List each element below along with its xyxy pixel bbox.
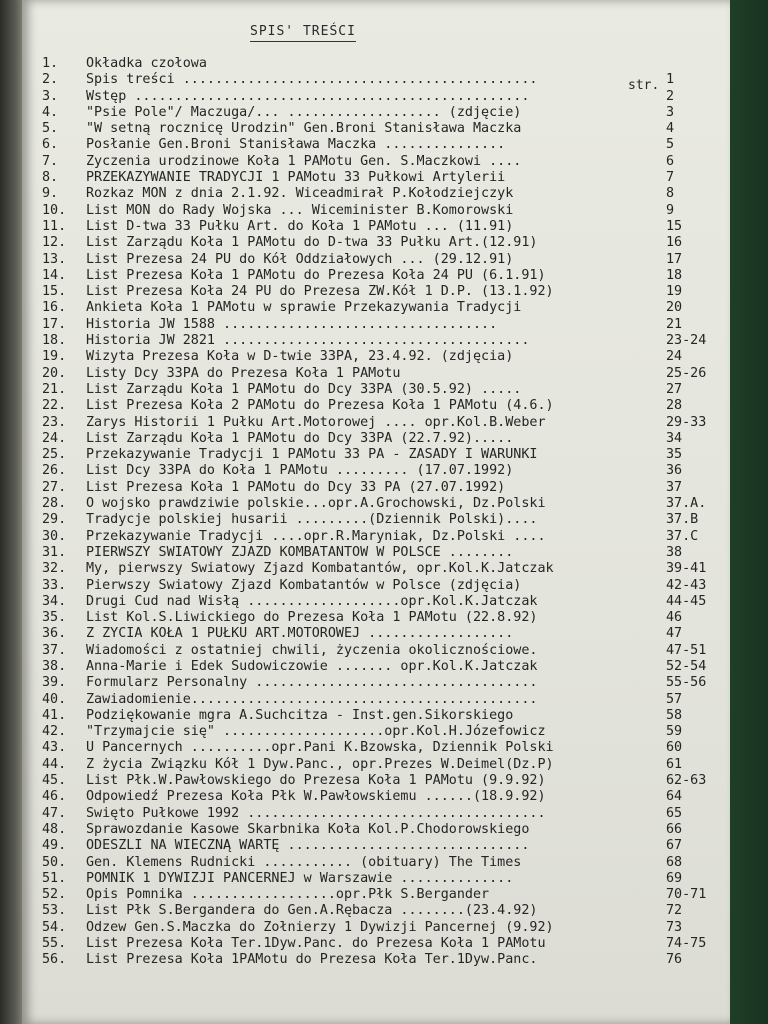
toc-entry [42, 903, 732, 919]
toc-entry-page: 65 [666, 805, 683, 821]
toc-entry-number: 15. [42, 284, 67, 300]
toc-entry-title: My, pierwszy Światowy Zjazd Kombatantów, opr.Kol.K.Jatczak [86, 561, 554, 577]
toc-entry [42, 757, 732, 773]
toc-entry-page: 42-43 [666, 577, 707, 593]
toc-entry-page: 73 [666, 919, 683, 935]
toc-entry-page: 46 [666, 610, 683, 626]
toc-entry [42, 822, 732, 838]
toc-entry-title: List Prezesa 24 PU do Kół Oddziałowych ... (29.12.91) [86, 251, 514, 267]
toc-entry-title: PRZEKAZYWANIE TRADYCJI 1 PAMotu 33 Pułkowi Artylerii [86, 170, 506, 186]
toc-entry [42, 72, 732, 88]
toc-entry-title: Zarys Historii 1 Pułku Art.Motorowej .... opr.Kol.B.Weber [86, 414, 546, 430]
toc-entry-number: 40. [42, 691, 67, 707]
toc-entry-title: Odzew Gen.S.Maczka do Żołnierzy 1 Dywizji Pancernej (9.92) [86, 919, 554, 935]
toc-entry-page: 16 [666, 235, 683, 251]
toc-entry-page: 37.B [666, 512, 699, 528]
toc-entry-page: 37.A. [666, 496, 707, 512]
toc-entry [42, 447, 732, 463]
toc-entry-title: List D-twa 33 Pułku Art. do Koła 1 PAMotu ... (11.91) [86, 218, 514, 234]
page-column-label: str. [628, 78, 660, 93]
toc-entry-number: 56. [42, 952, 67, 968]
toc-entry-title: List Prezesa Koła 24 PU do Prezesa ZW.Kół 1 D.P. (13.1.92) [86, 284, 554, 300]
toc-entry-title: List Prezesa Koła 1PAMotu do Prezesa Koła Ter.1Dyw.Panc. [86, 952, 538, 968]
toc-entry-number: 4. [42, 104, 59, 120]
toc-entry [42, 154, 732, 170]
toc-entry-title: Formularz Personalny ................................... [86, 675, 538, 691]
toc-entry-number: 34. [42, 593, 67, 609]
toc-entry-number: 9. [42, 186, 59, 202]
toc-entry [42, 366, 732, 382]
toc-entry-page: 76 [666, 952, 683, 968]
toc-entry-number: 28. [42, 496, 67, 512]
toc-entry [42, 692, 732, 708]
toc-entry-page: 60 [666, 740, 683, 756]
toc-entry-page: 9 [666, 202, 675, 218]
toc-entry-title: List Zarządu Koła 1 PAMotu do D-twa 33 Pułku Art.(12.91) [86, 235, 538, 251]
toc-entry-number: 42. [42, 724, 67, 740]
toc-entry-title: Sprawozdanie Kasowe Skarbnika Koła Kol.P.Chodorowskiego [86, 821, 530, 837]
toc-entry [42, 512, 732, 528]
toc-entry-title: Z życia Związku Kół 1 Dyw.Panc., opr.Prezes W.Deimel(Dz.P) [86, 756, 554, 772]
toc-entry-title: Święto Pułkowe 1992 ..................................... [86, 805, 546, 821]
toc-entry-title: Z ŻYCIA KOŁA 1 PUŁKU ART.MOTOROWEJ .................. [86, 626, 514, 642]
toc-entry-title: Opis Pomnika ..................opr.Płk S.Bergander [86, 887, 490, 903]
toc-entry-title: Drugi Cud nad Wisłą ...................opr.Kol.K.Jatczak [86, 593, 538, 609]
toc-entry-number: 13. [42, 251, 67, 267]
toc-entry-page: 57 [666, 691, 683, 707]
toc-entry-number: 25. [42, 447, 67, 463]
toc-entry-page: 70-71 [666, 887, 707, 903]
toc-entry-number: 27. [42, 479, 67, 495]
toc-entry-page: 18 [666, 267, 683, 283]
toc-entry-title: List Płk S.Bergandera do Gen.A.Rębacza ........(23.4.92) [86, 903, 538, 919]
toc-entry-number: 2. [42, 72, 59, 88]
toc-entry-page: 20 [666, 300, 683, 316]
toc-entry-number: 1. [42, 56, 59, 71]
toc-entry-number: 33. [42, 577, 67, 593]
toc-entry-page: 36 [666, 463, 683, 479]
toc-entry [42, 170, 732, 186]
toc-entry-number: 44. [42, 756, 67, 772]
toc-entry-number: 16. [42, 300, 67, 316]
toc-entry-title: Historia JW 1588 .................................. [86, 316, 498, 332]
toc-entry [42, 121, 732, 137]
toc-entry-page: 1 [666, 72, 675, 88]
toc-entry-title: List MON do Rady Wojska ... Wiceminister B.Komorowski [86, 202, 514, 218]
toc-entry-number: 11. [42, 218, 67, 234]
toc-entry-number: 6. [42, 137, 59, 153]
toc-entry-number: 41. [42, 707, 67, 723]
toc-entry-title: Posłanie Gen.Broni Stanisława Maczka ............... [86, 137, 506, 153]
toc-entry [42, 235, 732, 251]
toc-entry-number: 10. [42, 202, 67, 218]
toc-entry-page: 74-75 [666, 936, 707, 952]
toc-entry-title: Pierwszy Światowy Zjazd Kombatantów w Polsce (zdjęcia) [86, 577, 522, 593]
toc-entry [42, 610, 732, 626]
toc-entry [42, 186, 732, 202]
toc-entry-number: 47. [42, 805, 67, 821]
toc-entry [42, 203, 732, 219]
toc-entry-page: 61 [666, 756, 683, 772]
page-title: SPIS' TREŚCI [250, 24, 356, 42]
toc-entry-page: 59 [666, 724, 683, 740]
toc-entry [42, 789, 732, 805]
toc-entry-number: 21. [42, 381, 67, 397]
toc-entry-title: List Zarządu Koła 1 PAMotu do Dcy 33PA (30.5.92) ..... [86, 381, 522, 397]
toc-entry [42, 708, 732, 724]
toc-entry-page: 66 [666, 821, 683, 837]
toc-entry-title: Wstęp ................................................. [86, 88, 530, 104]
toc-entry [42, 463, 732, 479]
toc-entry-number: 22. [42, 398, 67, 414]
toc-entry-number: 12. [42, 235, 67, 251]
toc-entry-number: 31. [42, 544, 67, 560]
toc-entry-title: Gen. Klemens Rudnicki ........... (obituary) The Times [86, 854, 522, 870]
toc-entry-title: ODESZLI NA WIECZNĄ WARTĘ .............................. [86, 838, 530, 854]
toc-entry-title: List Dcy 33PA do Koła 1 PAMotu ......... (17.07.1992) [86, 463, 514, 479]
toc-entry-number: 54. [42, 919, 67, 935]
toc-entry-title: Listy Dcy 33PA do Prezesa Koła 1 PAMotu [86, 365, 401, 381]
toc-entry-title: List Prezesa Koła 1 PAMotu do Dcy 33 PA (27.07.1992) [86, 479, 506, 495]
toc-entry-number: 48. [42, 821, 67, 837]
toc-entry-title: Podziękowanie mgra A.Suchcitza - Inst.gen.Sikorskiego [86, 707, 514, 723]
toc-entry-number: 17. [42, 316, 67, 332]
toc-entry [42, 105, 732, 121]
toc-entry-title: Ankieta Koła 1 PAMotu w sprawie Przekazywania Tradycji [86, 300, 522, 316]
toc-entry [42, 431, 732, 447]
toc-entry-page: 19 [666, 284, 683, 300]
toc-entry-page: 15 [666, 218, 683, 234]
toc-entry-number: 52. [42, 887, 67, 903]
toc-entry-title: "Trzymajcie się" ....................opr.Kol.H.Józefowicz [86, 724, 546, 740]
toc-entry-page: 44-45 [666, 593, 707, 609]
toc-entry-page: 8 [666, 186, 675, 202]
toc-entry-title: List Prezesa Koła 2 PAMotu do Prezesa Koła 1 PAMotu (4.6.) [86, 398, 554, 414]
toc-entry [42, 252, 732, 268]
toc-entry-page: 6 [666, 153, 675, 169]
toc-entry [42, 773, 732, 789]
toc-entry-title: U Pancernych ..........opr.Pani K.Bzowska, Dziennik Polski [86, 740, 554, 756]
toc-entry-title: "Psie Pole"/ Maczuga/... ................... (zdjęcie) [86, 104, 522, 120]
toc-entry-title: Zawiadomienie........................................... [86, 691, 538, 707]
toc-entry-number: 20. [42, 365, 67, 381]
toc-entry-page: 39-41 [666, 561, 707, 577]
toc-entry [42, 333, 732, 349]
toc-entry [42, 398, 732, 414]
toc-entry-number: 19. [42, 349, 67, 365]
toc-entry-title: List Płk.W.Pawłowskiego do Prezesa Koła 1 PAMotu (9.9.92) [86, 773, 546, 789]
toc-entry-page: 25-26 [666, 365, 707, 381]
toc-entry-title: POMNIK 1 DYWIZJI PANCERNEJ w Warszawie .............. [86, 870, 514, 886]
toc-entry-number: 26. [42, 463, 67, 479]
toc-entry-number: 32. [42, 561, 67, 577]
toc-entry [42, 936, 732, 952]
toc-entry-page: 62-63 [666, 773, 707, 789]
toc-entry [42, 415, 732, 431]
toc-entry-number: 23. [42, 414, 67, 430]
toc-entry-number: 51. [42, 870, 67, 886]
toc-entry-page: 38 [666, 544, 683, 560]
toc-entry [42, 496, 732, 512]
toc-entry-number: 14. [42, 267, 67, 283]
toc-entry-number: 5. [42, 121, 59, 137]
toc-entry-title: "W setną rocznicę Urodzin" Gen.Broni Stanisława Maczka [86, 121, 522, 137]
toc-entry [42, 659, 732, 675]
toc-entry-number: 50. [42, 854, 67, 870]
toc-entry-title: List Zarządu Koła 1 PAMotu do Dcy 33PA (22.7.92)..... [86, 430, 514, 446]
toc-entry [42, 594, 732, 610]
toc-entry [42, 56, 732, 72]
toc-entry-page: 47 [666, 626, 683, 642]
toc-entry-page: 34 [666, 430, 683, 446]
toc-entry [42, 480, 732, 496]
toc-entry-number: 24. [42, 430, 67, 446]
toc-entry-page: 21 [666, 316, 683, 332]
toc-entry [42, 871, 732, 887]
toc-entry-number: 43. [42, 740, 67, 756]
toc-entry-number: 8. [42, 170, 59, 186]
toc-entry [42, 561, 732, 577]
toc-entry [42, 806, 732, 822]
toc-entry [42, 920, 732, 936]
toc-entry-title: O wojsko prawdziwie polskie...opr.A.Grochowski, Dz.Polski [86, 496, 546, 512]
toc-entry-number: 30. [42, 528, 67, 544]
toc-entry-page: 29-33 [666, 414, 707, 430]
toc-entry-page: 27 [666, 381, 683, 397]
toc-entry-number: 35. [42, 610, 67, 626]
toc-entry-page: 68 [666, 854, 683, 870]
toc-entry-page: 24 [666, 349, 683, 365]
toc-entry [42, 578, 732, 594]
toc-entry-title: List Prezesa Koła 1 PAMotu do Prezesa Koła 24 PU (6.1.91) [86, 267, 546, 283]
toc-entry-page: 3 [666, 104, 675, 120]
toc-entry [42, 643, 732, 659]
toc-entry [42, 724, 732, 740]
toc-entry-title: Okładka czołowa [86, 56, 207, 71]
toc-entry-number: 38. [42, 658, 67, 674]
toc-entry-title: Historia JW 2821 ...................................... [86, 333, 530, 349]
toc-entry-page: 4 [666, 121, 675, 137]
toc-entry-page: 55-56 [666, 675, 707, 691]
table-of-contents [42, 56, 732, 969]
toc-entry-page: 37 [666, 479, 683, 495]
toc-entry [42, 545, 732, 561]
document-page [22, 0, 730, 1024]
toc-entry-page: 72 [666, 903, 683, 919]
toc-entry-title: Przekazywanie Tradycji ....opr.R.Maryniak, Dz.Polski .... [86, 528, 546, 544]
toc-entry [42, 219, 732, 235]
toc-entry-page: 5 [666, 137, 675, 153]
toc-entry-number: 7. [42, 153, 59, 169]
toc-entry-title: Tradycje polskiej husarii .........(Dziennik Polski).... [86, 512, 538, 528]
toc-entry [42, 349, 732, 365]
toc-entry [42, 675, 732, 691]
toc-entry-title: Rozkaz MON z dnia 2.1.92. Wiceadmirał P.Kołodziejczyk [86, 186, 514, 202]
toc-entry-page: 2 [666, 88, 675, 104]
toc-entry-title: Przekazywanie Tradycji 1 PAMotu 33 PA - ZASADY I WARUNKI [86, 447, 538, 463]
toc-entry [42, 284, 732, 300]
toc-entry-title: Odpowiedź Prezesa Koła Płk W.Pawłowskiemu ......(18.9.92) [86, 789, 546, 805]
toc-entry [42, 529, 732, 545]
toc-entry [42, 887, 732, 903]
toc-entry-title: Anna-Marie i Edek Sudowiczowie ....... opr.Kol.K.Jatczak [86, 658, 538, 674]
toc-entry-number: 53. [42, 903, 67, 919]
toc-entry [42, 740, 732, 756]
toc-entry-page: 64 [666, 789, 683, 805]
toc-entry-number: 29. [42, 512, 67, 528]
toc-entry-page: 23-24 [666, 333, 707, 349]
toc-entry-number: 39. [42, 675, 67, 691]
toc-entry-page: 17 [666, 251, 683, 267]
toc-entry [42, 626, 732, 642]
toc-entry-page: 7 [666, 170, 675, 186]
toc-entry [42, 855, 732, 871]
toc-entry [42, 382, 732, 398]
toc-entry-page: 69 [666, 870, 683, 886]
toc-entry [42, 268, 732, 284]
toc-entry-title: Wizyta Prezesa Koła w D-twie 33PA, 23.4.92. (zdjęcia) [86, 349, 514, 365]
toc-entry [42, 89, 732, 105]
toc-entry-number: 55. [42, 936, 67, 952]
toc-entry-title: PIERWSZY ŚWIATOWY ZJAZD KOMBATANTÓW W POLSCE ........ [86, 544, 514, 560]
toc-entry-number: 36. [42, 626, 67, 642]
toc-entry-title: List Kol.S.Liwickiego do Prezesa Koła 1 PAMotu (22.8.92) [86, 610, 538, 626]
toc-entry-page: 67 [666, 838, 683, 854]
toc-entry-title: List Prezesa Koła Ter.1Dyw.Panc. do Prezesa Koła 1 PAMotu [86, 936, 546, 952]
toc-entry [42, 838, 732, 854]
toc-entry-number: 37. [42, 642, 67, 658]
toc-entry [42, 952, 732, 968]
toc-entry [42, 137, 732, 153]
toc-entry-title: Życzenia urodzinowe Koła 1 PAMotu Gen. S.Maczkowi .... [86, 153, 522, 169]
toc-entry-page: 47-51 [666, 642, 707, 658]
toc-entry-page: 28 [666, 398, 683, 414]
toc-entry-number: 45. [42, 773, 67, 789]
toc-entry [42, 300, 732, 316]
toc-entry-number: 18. [42, 333, 67, 349]
toc-entry-title: Spis treści ............................................ [86, 72, 538, 88]
toc-entry-page: 35 [666, 447, 683, 463]
toc-entry-title: Wiadomości z ostatniej chwili, życzenia okolicznościowe. [86, 642, 538, 658]
toc-entry-page: 37.C [666, 528, 699, 544]
toc-entry [42, 317, 732, 333]
toc-entry-page: 52-54 [666, 658, 707, 674]
toc-entry-number: 3. [42, 88, 59, 104]
toc-entry-page: 58 [666, 707, 683, 723]
toc-entry-number: 49. [42, 838, 67, 854]
toc-entry-number: 46. [42, 789, 67, 805]
